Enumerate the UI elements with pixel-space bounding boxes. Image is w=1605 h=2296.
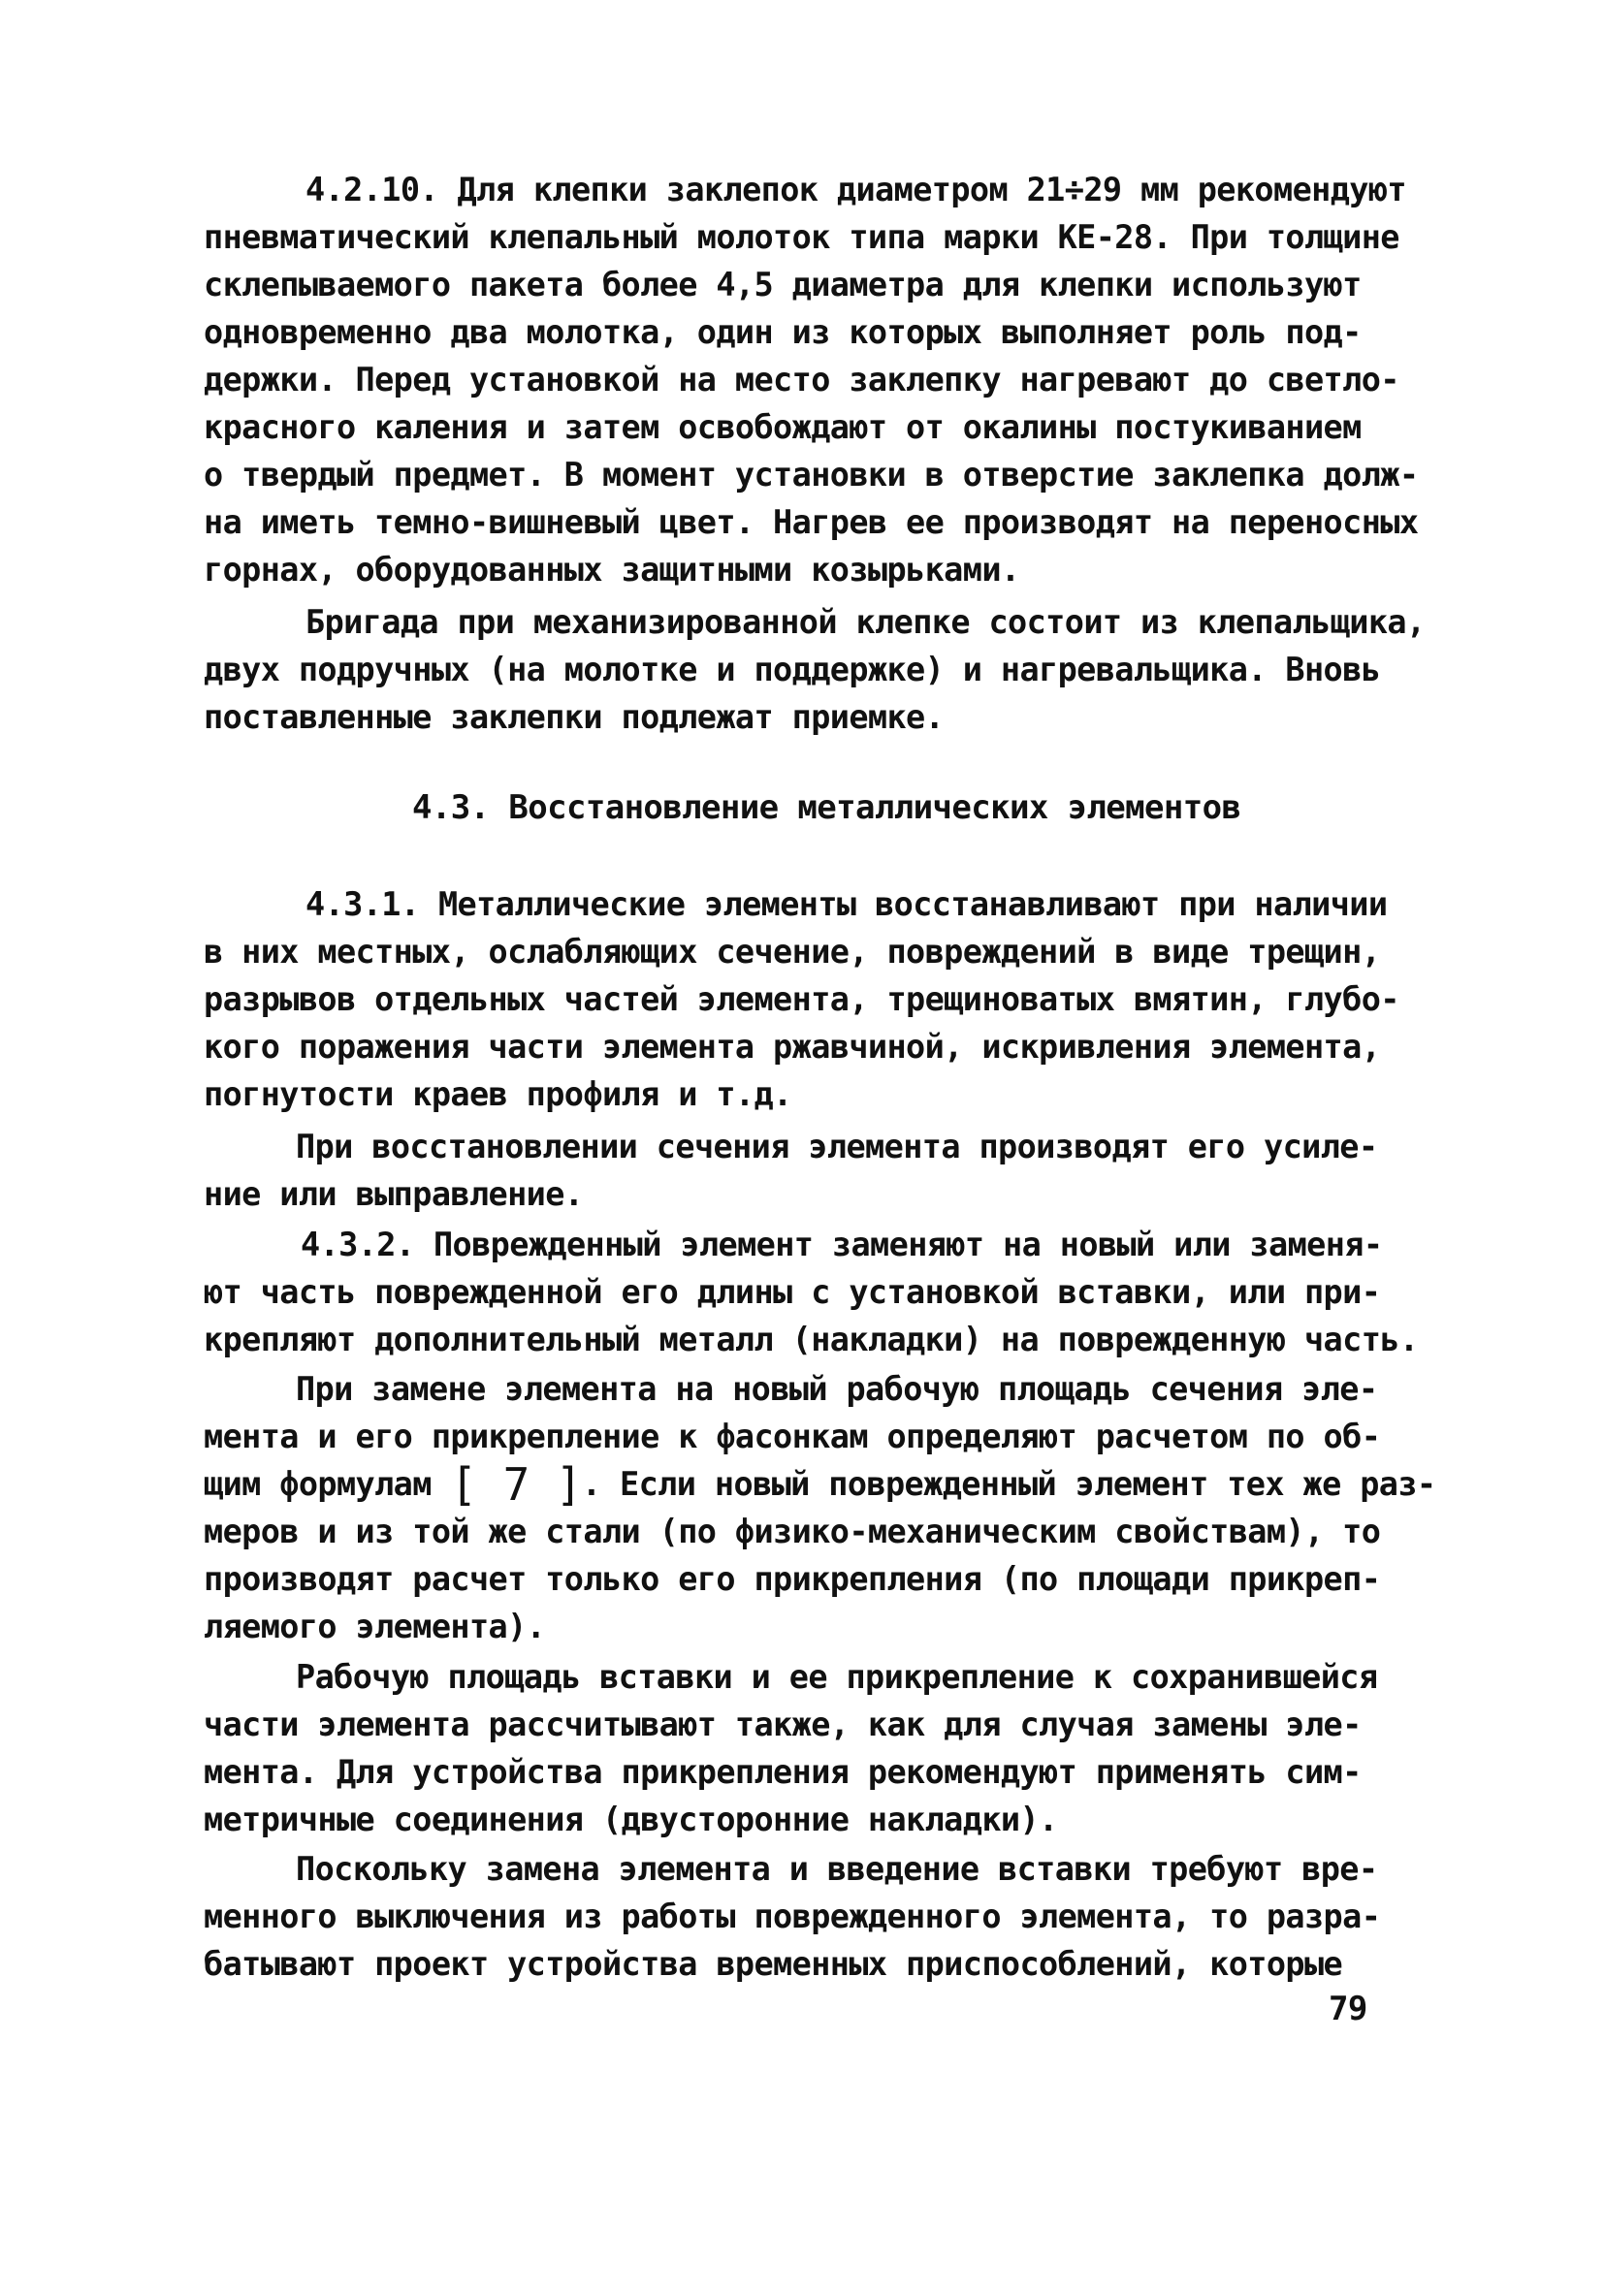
text-line: склепываемого пакета более 4,5 диаметра для клепки используют xyxy=(204,266,1362,303)
text-line: в них местных, ослабляющих сечение, повреждений в виде трещин, xyxy=(204,933,1381,971)
page-number: 79 xyxy=(1329,1990,1367,2028)
text-line: При восстановлении сечения элемента производят его усиле- xyxy=(296,1128,1378,1165)
section-heading: 4.3. Восстановление металлических элементов xyxy=(412,788,1241,827)
text-line: одновременно два молотка, один из которых выполняет роль под- xyxy=(204,313,1362,351)
text-line: батывают проект устройства временных приспособлений, которые xyxy=(204,1945,1343,1983)
text-line: держки. Перед установкой на место заклепку нагревают до светло- xyxy=(204,361,1399,399)
text-line: двух подручных (на молотке и поддержке) и нагревальщика. Вновь xyxy=(204,651,1381,688)
text-line: части элемента рассчитывают также, как для случая замены эле- xyxy=(204,1706,1362,1743)
text-line: менного выключения из работы поврежденного элемента, то разра- xyxy=(204,1897,1381,1935)
text-line: кого поражения части элемента ржавчиной, искривления элемента, xyxy=(204,1028,1381,1066)
text-line: погнутости краев профиля и т.д. xyxy=(204,1075,792,1113)
text-line: ние или выправление. xyxy=(204,1175,584,1213)
citation-reference: [ 7 ] xyxy=(450,1458,582,1511)
text-line: Поскольку замена элемента и введение вставки требуют вре- xyxy=(296,1850,1378,1888)
text-line: 4.3.1. Металлические элементы восстанавливают при наличии xyxy=(305,885,1388,923)
text-line: о твердый предмет. В момент установки в отверстие заклепка долж- xyxy=(204,456,1419,494)
text-line xyxy=(204,1458,1436,1511)
text-line: ляемого элемента). xyxy=(204,1608,546,1645)
text-line: 4.2.10. Для клепки заклепок диаметром 21÷29 мм рекомендуют xyxy=(305,171,1406,208)
text-line: мента. Для устройства прикрепления рекомендуют применять сим- xyxy=(204,1753,1362,1791)
text-line: разрывов отдельных частей элемента, трещиноватых вмятин, глубо- xyxy=(204,980,1399,1018)
text-line: горнах, оборудованных защитными козырьками. xyxy=(204,551,1020,589)
text-line: крепляют дополнительный металл (накладки) на поврежденную часть. xyxy=(204,1321,1419,1358)
text-line: красного каления и затем освобождают от окалины постукиванием xyxy=(204,408,1362,446)
text-line: 4.3.2. Поврежденный элемент заменяют на новый или заменя- xyxy=(301,1226,1383,1263)
text-fragment: . Если новый поврежденный элемент тех же раз- xyxy=(581,1465,1436,1503)
text-line: на иметь темно-вишневый цвет. Нагрев ее производят на переносных xyxy=(204,503,1419,541)
text-line: При замене элемента на новый рабочую площадь сечения эле- xyxy=(296,1370,1378,1408)
text-line: ют часть поврежденной его длины с установкой вставки, или при- xyxy=(204,1273,1381,1311)
text-line: пневматический клепальный молоток типа марки КЕ-28. При толщине xyxy=(204,218,1399,256)
text-fragment: щим формулам xyxy=(204,1465,451,1503)
text-line: меров и из той же стали (по физико-механическим свойствам), то xyxy=(204,1513,1381,1550)
text-line: метричные соединения (двусторонние накладки). xyxy=(204,1801,1058,1838)
text-line: мента и его прикрепление к фасонкам определяют расчетом по об- xyxy=(204,1418,1381,1455)
text-line: Бригада при механизированной клепке состоит из клепальщика, xyxy=(305,603,1426,641)
text-line: поставленные заклепки подлежат приемке. xyxy=(204,698,945,736)
text-line: Рабочую площадь вставки и ее прикрепление к сохранившейся xyxy=(296,1658,1378,1696)
text-line: производят расчет только его прикрепления (по площади прикреп- xyxy=(204,1560,1381,1598)
